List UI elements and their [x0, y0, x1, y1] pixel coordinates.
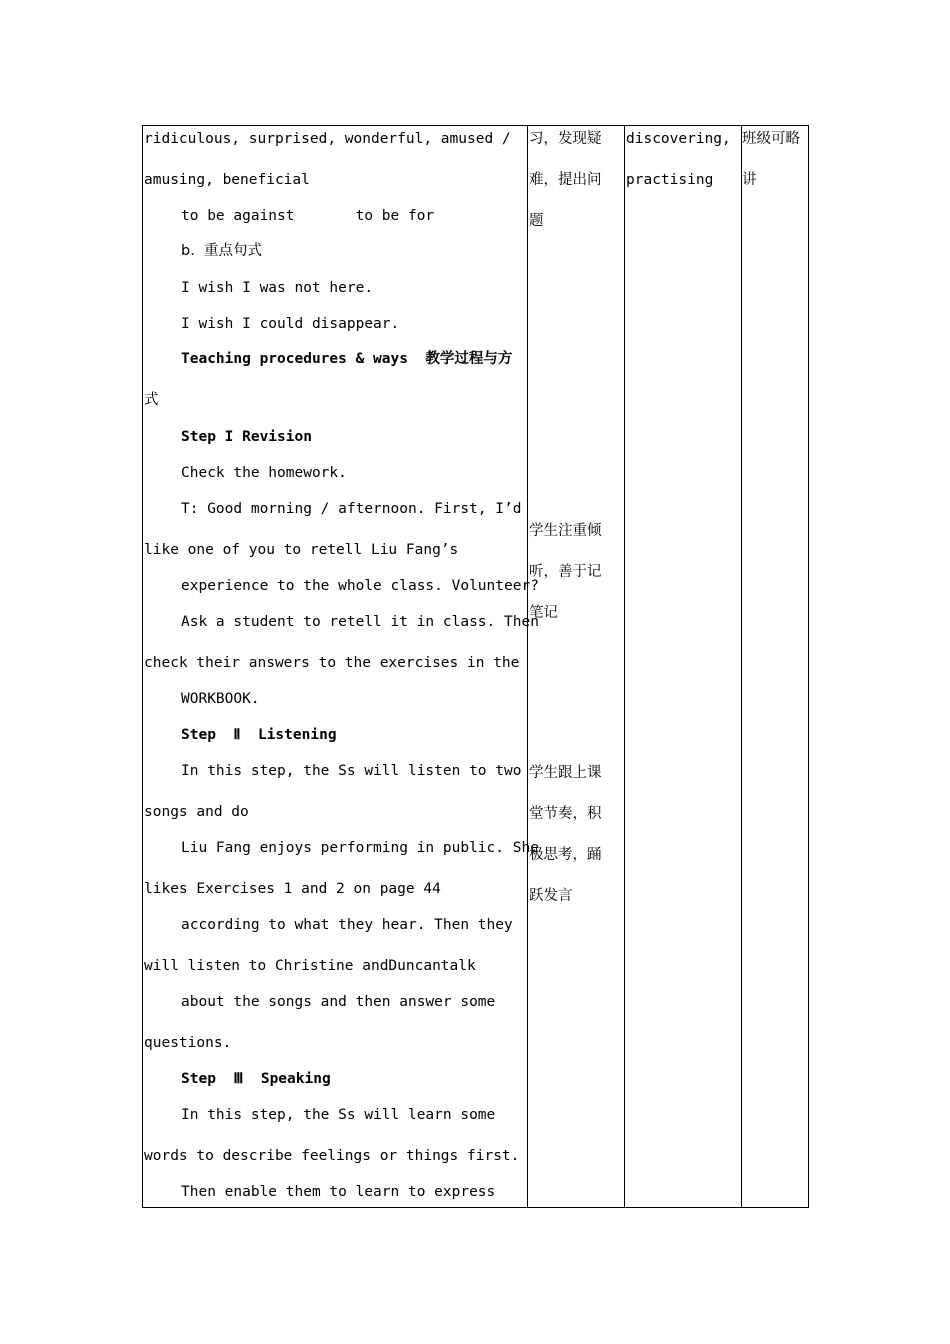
body-line: check their answers to the exercises in the: [144, 655, 520, 671]
note-line: 讲: [742, 172, 757, 188]
body-line: Check the homework.: [181, 465, 347, 481]
sentence-line: I wish I was not here.: [181, 280, 374, 296]
column-divider: [624, 126, 625, 1207]
method-line: discovering,: [626, 131, 731, 147]
sentence-line: I wish I could disappear.: [181, 316, 400, 332]
activity-line: 习，发现疑: [529, 131, 602, 147]
key-sentences-heading: b. 重点句式: [181, 243, 263, 259]
column-divider: [527, 126, 528, 1207]
vocab-line: amusing, beneficial: [144, 172, 310, 188]
body-line: about the songs and then answer some: [181, 994, 496, 1010]
step-heading: Step Ⅱ Listening: [181, 727, 337, 743]
phrase-line: to be against to be for: [181, 208, 435, 224]
body-line: Then enable them to learn to express: [181, 1184, 496, 1200]
step-heading: Step I Revision: [181, 429, 312, 445]
activity-line: 极思考，踊: [529, 847, 602, 863]
step-heading: Step Ⅲ Speaking: [181, 1071, 331, 1087]
body-line: words to describe feelings or things first.: [144, 1148, 520, 1164]
body-line: WORKBOOK.: [181, 691, 260, 707]
body-line: questions.: [144, 1035, 232, 1051]
body-line: experience to the whole class. Volunteer?: [181, 578, 539, 594]
body-line: like one of you to retell Liu Fang’s: [144, 542, 459, 558]
activity-line: 跃发言: [529, 888, 573, 904]
vocab-line: ridiculous, surprised, wonderful, amused /: [144, 131, 511, 147]
column-divider: [741, 126, 742, 1207]
note-line: 班级可略: [742, 131, 800, 147]
body-line: songs and do: [144, 804, 249, 820]
activity-line: 堂节奏，积: [529, 806, 602, 822]
activity-line: 题: [529, 213, 544, 229]
body-line: In this step, the Ss will learn some: [181, 1107, 496, 1123]
activity-line: 学生跟上课: [529, 765, 602, 781]
body-line: likes Exercises 1 and 2 on page 44: [144, 881, 441, 897]
method-line: practising: [626, 172, 714, 188]
activity-line: 笔记: [529, 605, 558, 621]
body-line: will listen to Christine andDuncantalk: [144, 958, 476, 974]
body-line: Liu Fang enjoys performing in public. She: [181, 840, 539, 856]
body-line: T: Good morning / afternoon. First, I’d: [181, 501, 522, 517]
body-line: according to what they hear. Then they: [181, 917, 513, 933]
procedures-heading: Teaching procedures & ways 教学过程与方: [181, 351, 513, 367]
activity-line: 听，善于记: [529, 564, 602, 580]
procedures-heading-cont: 式: [144, 392, 159, 408]
activity-line: 学生注重倾: [529, 523, 602, 539]
body-line: Ask a student to retell it in class. Then: [181, 614, 539, 630]
activity-line: 难，提出问: [529, 172, 602, 188]
body-line: In this step, the Ss will listen to two: [181, 763, 522, 779]
